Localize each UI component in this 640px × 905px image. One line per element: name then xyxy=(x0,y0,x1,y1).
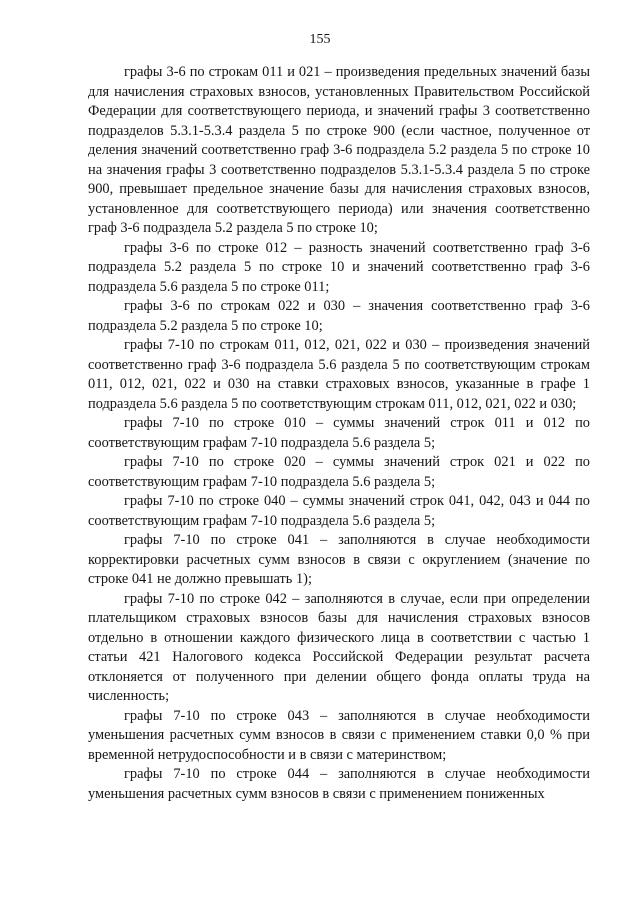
paragraph: графы 7-10 по строкам 011, 012, 021, 022 и 030 – произведения значений соответственно граф 3-6 подраздела 5.6 раздела 5 по соответствующим строкам 011, 012, 021, 022 и 030 на ставки страховых взносов, указанные в графе 1 подраздела 5.6 раздела 5 по соответствующим строкам 011, 012, 021, 022 и 030; xyxy=(88,337,590,412)
paragraph: графы 3-6 по строке 012 – разность значений соответственно граф 3-6 подраздела 5.2 раздела 5 по строке 10 и значений соответственно граф 3-6 подраздела 5.6 раздела 5 по строке 011; xyxy=(88,239,590,295)
document-body xyxy=(88,63,590,804)
page-number: 155 xyxy=(309,32,331,47)
paragraph: графы 7-10 по строке 010 – суммы значений строк 011 и 012 по соответствующим графам 7-10 подраздела 5.6 раздела 5; xyxy=(88,415,590,451)
paragraph: графы 7-10 по строке 041 – заполняются в случае необходимости корректировки расчетных сумм взносов в связи с округлением (значение по строке 041 не должно превышать 1); xyxy=(88,532,590,587)
paragraph: графы 7-10 по строке 040 – суммы значений строк 041, 042, 043 и 044 по соответствующим графам 7-10 подраздела 5.6 раздела 5; xyxy=(88,493,590,529)
paragraph: графы 3-6 по строкам 022 и 030 – значения соответственно граф 3-6 подраздела 5.2 раздела 5 по строке 10; xyxy=(88,298,590,334)
paragraph: графы 7-10 по строке 043 – заполняются в случае необходимости уменьшения расчетных сумм взносов в связи с применением ставки 0,0 % при временной нетрудоспособности и в связи с материнством; xyxy=(88,707,590,763)
paragraph: графы 7-10 по строке 020 – суммы значений строк 021 и 022 по соответствующим графам 7-10 подраздела 5.6 раздела 5; xyxy=(88,454,590,490)
paragraph: графы 7-10 по строке 044 – заполняются в случае необходимости уменьшения расчетных сумм взносов в связи с применением пониженных xyxy=(88,766,590,802)
paragraph: графы 7-10 по строке 042 – заполняются в случае, если при определении плательщиком страховых взносов базы для начисления страховых взносов отдельно в отношении каждого физического лица в соответствии с частью 1 статьи 421 Налогового кодекса Российской Федерации результат расчета отклоняется от полученного при делении общего фонда оплаты труда на численность; xyxy=(88,590,590,704)
paragraph: графы 3-6 по строкам 011 и 021 – произведения предельных значений базы для начисления страховых взносов, установленных Правительством Российской Федерации для соответствующего периода, и значений графы 3 соответственно подразделов 5.3.1-5.3.4 раздела 5 по строке 900 (если частное, полученное от деления значений соответственно граф 3-6 подраздела 5.2 раздела 5 по строке 10 на значения графы 3 соответственно подразделов 5.3.1-5.3.4 раздела 5 по строке 900, превышает предельное значение базы для начисления страховых взносов, установленное для соответствующего периода) или значения соответственно граф 3-6 подраздела 5.2 раздела 5 по строке 10; xyxy=(88,64,590,236)
